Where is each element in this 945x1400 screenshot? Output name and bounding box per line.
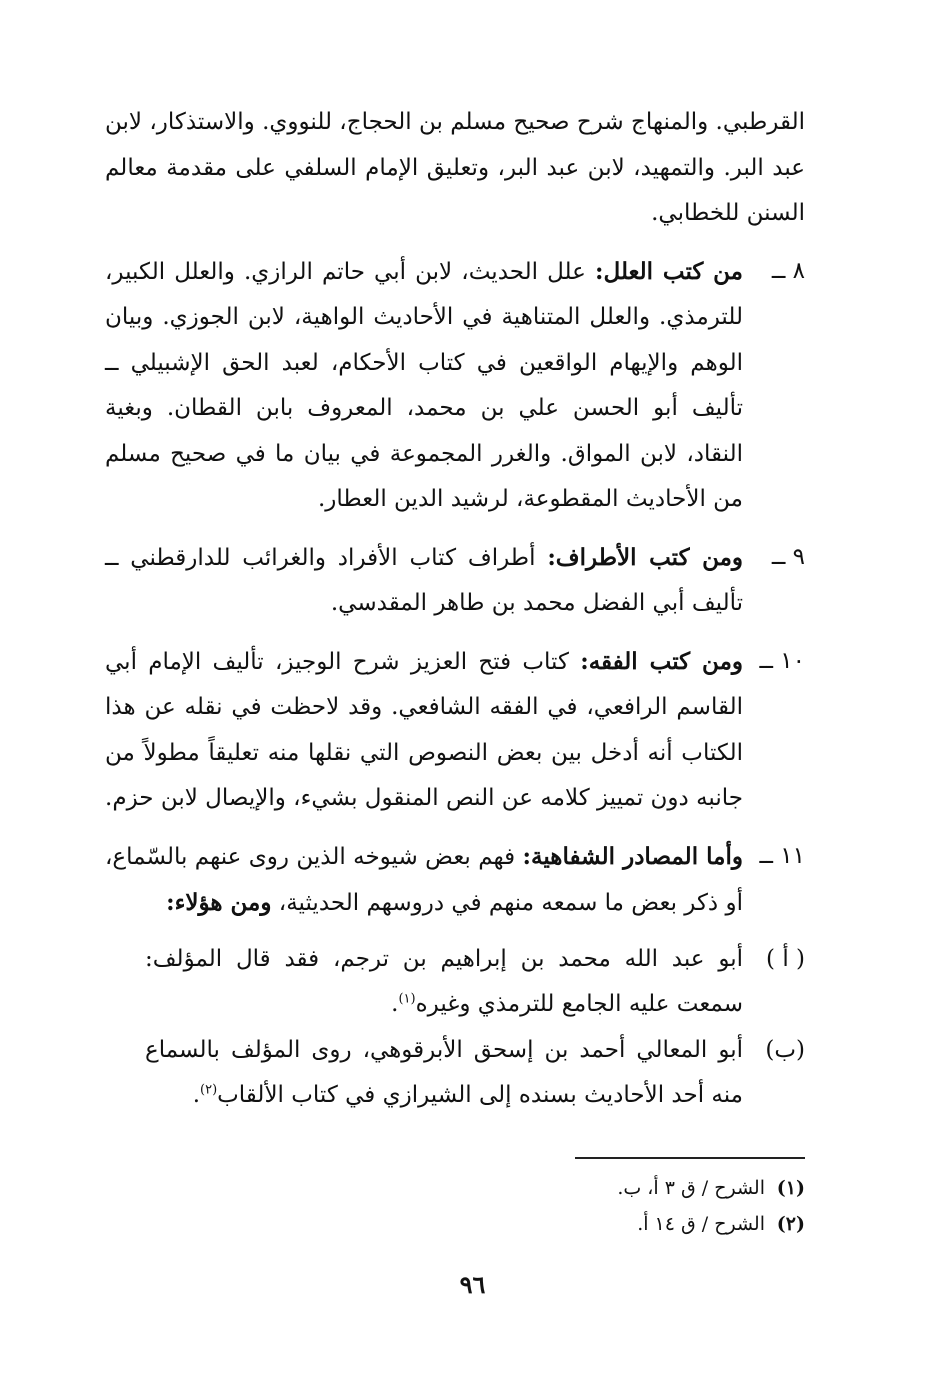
main-text	[105, 100, 805, 1119]
item-body	[105, 535, 743, 627]
subitem-a	[105, 937, 805, 1028]
item-10	[105, 639, 805, 822]
footnote-number: (١)	[776, 1177, 805, 1199]
footnote	[360, 1206, 805, 1242]
item-text: كتاب فتح العزيز شرح الوجيز، تأليف الإمام أبي القاسم الرافعي، في الفقه الشافعي. وقد لاحظت في نقله عن هذا الكتاب أنه أدخل بين بعض النصوص التي نقلها منه تعليقاً مطولاً من جانبه دون تمييز كلامه عن النص المنقول بشيء، والإيصال لابن حزم.	[105, 648, 743, 811]
item-body	[105, 639, 743, 822]
subitem-label: ( أ )	[766, 945, 805, 972]
item-body	[105, 834, 743, 927]
item-11	[105, 834, 805, 927]
item-subheading: ومن هؤلاء:	[166, 889, 272, 916]
footnote-separator	[575, 1157, 805, 1159]
intro-paragraph: القرطبي. والمنهاج شرح صحيح مسلم بن الحجاج، للنووي. والاستذكار، لابن عبد البر. والتمهيد، لابن عبد البر، وتعليق الإمام السلفي على مقدمة معالم السنن للخطابي.	[105, 109, 805, 226]
page-number: ٩٦	[459, 1270, 486, 1299]
item-heading: من كتب العلل:	[595, 257, 743, 285]
item-text: علل الحديث، لابن أبي حاتم الرازي. والعلل الكبير، للترمذي. والعلل المتناهية في الأحاديث الواهية، لابن الجوزي. وبيان الوهم والإيهام الواقعين في كتاب الأحكام، لعبد الحق الإشبيلي ــ تأليف أبو الحسن علي بن محمد، المعروف بابن القطان. وبغية النقاد، لابن المواق. والغرر المجموعة في بيان ما في صحيح مسلم من الأحاديث المقطوعة، لرشيد الدين العطار.	[105, 258, 743, 512]
item-9	[105, 535, 805, 627]
subitem-body: أبو عبد الله محمد بن إبراهيم بن ترجم، فقد قال المؤلف: سمعت عليه الجامع للترمذي وغيره$^{(١)}$.	[145, 945, 743, 1017]
item-text: فهم بعض شيوخه الذين روى عنهم بالسّماع، أو ذكر بعض ما سمعه منهم في دروسهم الحديثية،	[105, 843, 743, 916]
item-number: ١١ ــ	[759, 842, 805, 869]
footnotes	[360, 1170, 805, 1242]
subitem-text: أبو المعالي أحمد بن إسحق الأبرقوهي، روى المؤلف بالسماع منه أحد الأحاديث بسنده إلى الشيرازي في كتاب الألقاب	[145, 1036, 743, 1108]
subitem-label: (ب)	[765, 1036, 805, 1063]
item-heading: ومن كتب الفقه:	[580, 647, 743, 675]
subitem-b	[105, 1028, 805, 1119]
item-number: ١٠ ــ	[759, 647, 805, 674]
item-heading: ومن كتب الأطراف:	[547, 543, 744, 571]
item-text: أطراف كتاب الأفراد والغرائب للدارقطني ــ تأليف أبي الفضل محمد بن طاهر المقدسي.	[105, 544, 743, 616]
footnote-text: الشرح / ق ١٤ أ.	[637, 1213, 765, 1235]
item-number: ٩ ــ	[771, 543, 805, 570]
item-number: ٨ ــ	[771, 257, 805, 284]
item-8	[105, 249, 805, 523]
footnote-number: (٢)	[776, 1213, 805, 1235]
item-heading: وأما المصادر الشفاهية:	[522, 842, 743, 870]
item-body	[105, 249, 743, 523]
footnote-ref[interactable]: (١)	[398, 991, 416, 1007]
footnote-text: الشرح / ق ٣ أ، ب.	[617, 1177, 765, 1199]
footnote-ref[interactable]: (٢)	[200, 1082, 218, 1098]
subitem-body: أبو المعالي أحمد بن إسحق الأبرقوهي، روى المؤلف بالسماع منه أحد الأحاديث بسنده إلى الشيرازي في كتاب الألقاب$^{(٢)}$.	[145, 1036, 743, 1108]
subitem-text: أبو عبد الله محمد بن إبراهيم بن ترجم، فقد قال المؤلف: سمعت عليه الجامع للترمذي وغيره	[145, 945, 743, 1017]
footnote	[360, 1170, 805, 1206]
